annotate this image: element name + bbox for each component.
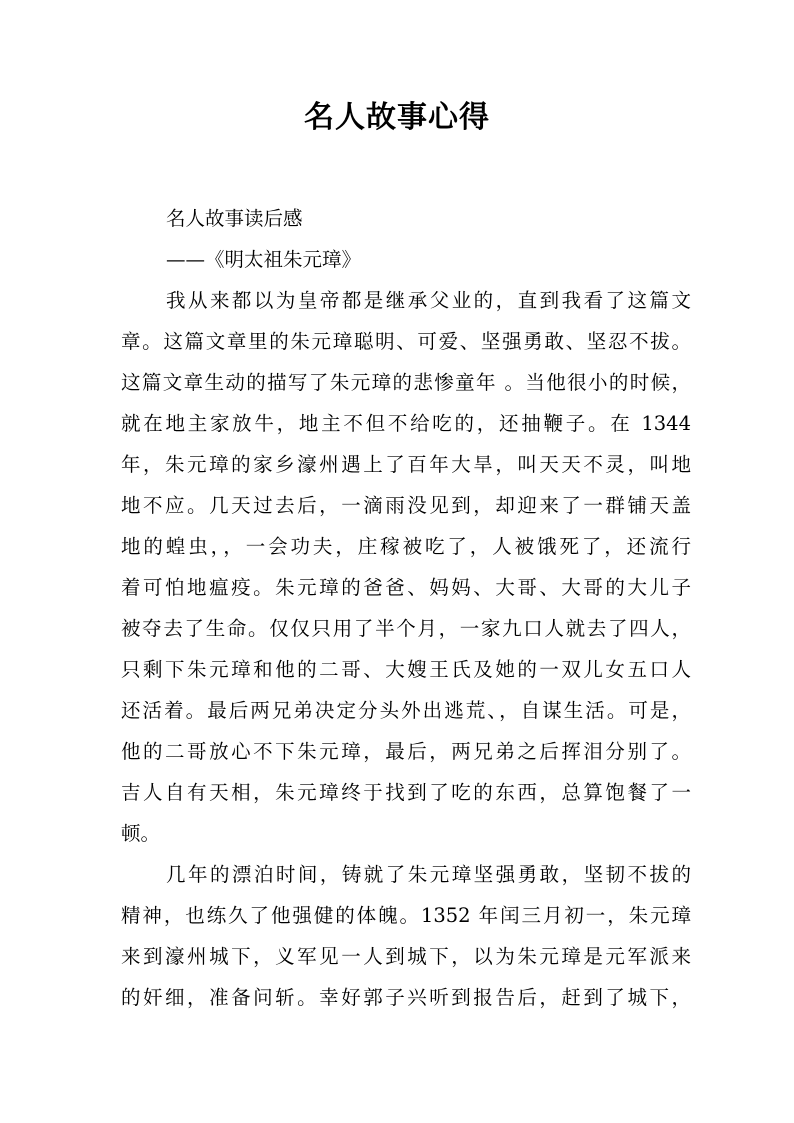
document-body	[121, 198, 691, 1018]
text-line: 地的蝗虫，，一会功夫，庄稼被吃了，人被饿死了，还流行	[121, 535, 691, 558]
text-line: 我从来都以为皇帝都是继承父业的，直到我看了这篇文	[166, 289, 691, 312]
text-line: ——《明太祖朱元璋》	[166, 248, 362, 271]
text-line: 年，朱元璋的家乡濠州遇上了百年大旱，叫天天不灵，叫地	[121, 453, 691, 476]
text-line: 就在地主家放牛，地主不但不给吃的，还抽鞭子。在 1344	[121, 412, 691, 435]
text-line: 他的二哥放心不下朱元璋，最后，两兄弟之后挥泪分别了。	[121, 740, 691, 763]
document-title: 名人故事心得	[304, 100, 490, 135]
text-line: 来到濠州城下，义军见一人到城下，以为朱元璋是元军派来	[121, 945, 691, 968]
text-line: 吉人自有天相，朱元璋终于找到了吃的东西，总算饱餐了一	[121, 781, 691, 804]
text-line: 顿。	[121, 822, 161, 845]
text-line: 被夺去了生命。仅仅只用了半个月，一家九口人就去了四人，	[121, 617, 691, 640]
text-line: 几年的漂泊时间，铸就了朱元璋坚强勇敢，坚韧不拔的	[166, 863, 691, 886]
text-line: 的奸细，准备问斩。幸好郭子兴听到报告后，赶到了城下，	[121, 986, 691, 1009]
text-line: 只剩下朱元璋和他的二哥、大嫂王氏及她的一双儿女五口人	[121, 658, 691, 681]
text-line: 名人故事读后感	[166, 207, 303, 230]
text-line: 地不应。几天过去后，一滴雨没见到，却迎来了一群铺天盖	[121, 494, 691, 517]
text-line: 还活着。最后两兄弟决定分头外出逃荒、，自谋生活。可是，	[121, 699, 691, 722]
text-line: 着可怕地瘟疫。朱元璋的爸爸、妈妈、大哥、大哥的大儿子	[121, 576, 691, 599]
text-line: 精神，也练久了他强健的体魄。1352 年闰三月初一，朱元璋	[121, 904, 691, 927]
text-line: 这篇文章生动的描写了朱元璋的悲惨童年 。当他很小的时候，	[121, 371, 691, 394]
text-line: 章。这篇文章里的朱元璋聪明、可爱、坚强勇敢、坚忍不拔。	[121, 330, 691, 353]
